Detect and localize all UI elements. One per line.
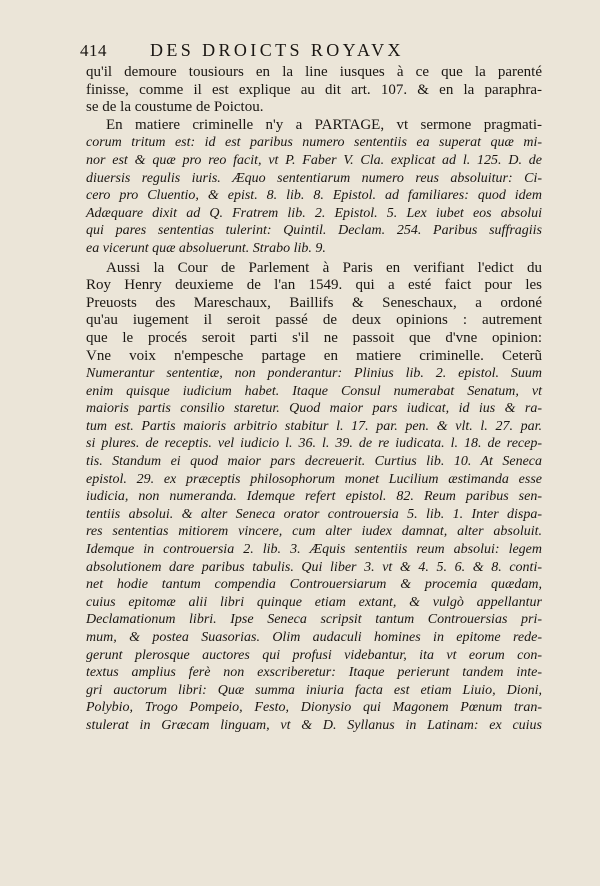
text-line: iudicia, non numeranda. Idemque refert epistol. 82. Reum paribus sen- [86, 489, 542, 505]
text-line: si plures. de receptis. vel iudicio l. 36. l. 39. de re iudicata. l. 18. de recep- [86, 436, 542, 452]
text-line: Preuosts des Mareschaux, Baillifs & Seneschaux, a ordoné [86, 294, 542, 311]
text-line: gerunt plerosque auctores qui profusi videbantur, ita vt eorum con- [86, 647, 542, 663]
running-title: DES DROICTS ROYAVX [150, 40, 404, 60]
paragraph [86, 64, 542, 117]
text-line: stulerat in Græcam linguam, vt & D. Syllanus in Latinam: ex cuius [86, 717, 542, 733]
text-line: En matiere criminelle n'y a PARTAGE, vt sermone pragmati- [106, 116, 542, 133]
text-line: diuersis regulis iuris. Æquo sententiarum numero reus absoluitur: Ci- [86, 170, 542, 186]
text-line: que le procés seroit parti s'il ne passoit que d'vne opinion: [86, 329, 542, 346]
paragraph [86, 260, 542, 735]
text-line: tis. Standum ei quod maior pars decreuerit. Curtius lib. 10. At Seneca [86, 454, 542, 470]
text-line: Roy Henry deuxieme de l'an 1549. qui a esté faict pour les [86, 277, 542, 294]
text-line: qui pares sententias tulerint: Quintil. Declam. 254. Paribus suffragiis [86, 223, 542, 239]
text-line: gri auctorum libri: Quæ summa iniuria facta est etiam Liuio, Dioni, [86, 682, 542, 698]
text-line: Adæquare dixit ad Q. Fratrem lib. 2. Epistol. 5. Lex iubet eos absolui [86, 205, 542, 221]
text-line: Polybio, Trogo Pompeio, Festo, Dionysio qui Magonem Pœnum tran- [86, 700, 542, 716]
text-line: ea vicerunt quæ absoluerunt. Strabo lib. 9. [86, 240, 326, 256]
text-line: mum, & postea Suasorias. Olim audaculi homines in epitome rede- [86, 630, 542, 645]
paragraph [86, 117, 542, 258]
text-line: epistol. 29. ex præceptis philosophorum monet Lucilium æstimanda esse [86, 471, 542, 487]
text-line: cero pro Cluentio, & epist. 8. lib. 8. Epistol. ad familiares: quod idem [86, 188, 542, 204]
body-text [86, 64, 542, 735]
text-line: enim quisque iudicium habet. Itaque Consul numerabat Senatum, vt [86, 383, 542, 399]
text-line: Declamationum libri. Ipse Seneca scripsit tantum Controuersias pri- [86, 612, 542, 628]
text-line: absolutionem dare paribus tabulis. Qui liber 3. vt & 4. 5. 6. & 8. conti- [86, 559, 542, 575]
text-line: textus amplius ferè non exscriberetur: Itaque perierunt tandem inte- [86, 665, 542, 681]
text-line: tum est. Partis maioris arbitrio stabitur l. 17. par. pen. & vlt. l. 27. par. [86, 418, 542, 434]
text-line: corum tritum est: id est paribus numero sententiis ea superat quæ mi- [86, 135, 542, 151]
text-line: res sententias mitiorem vincere, cum alter iudex damnat, alter absoluit. [86, 524, 542, 540]
text-line: qu'au iugement il seroit passé de deux opinions : autrement [86, 312, 542, 329]
text-line: Numerantur sententiæ, non ponderantur: Plinius lib. 2. epistol. Suum [86, 366, 542, 382]
text-line: qu'il demoure tousiours en la line iusques à ce que la parenté [86, 64, 542, 80]
text-line: maioris partis consilio staretur. Quod maior pars iudicat, id ius & ra- [86, 401, 542, 417]
text-line: Idemque in controuersia 2. lib. 3. Æquis sententiis reum absolui: legem [86, 542, 542, 558]
text-line: Aussi la Cour de Parlement à Paris en verifiant l'edict du [106, 259, 542, 276]
page-header [80, 40, 542, 62]
page-number: 414 [80, 41, 107, 60]
text-line: cuius epitomæ alii libri quinque etiam extant, & vulgò appellantur [86, 594, 542, 610]
text-line: tentiis absolui. & alter Seneca orator controuersia 5. lib. 1. Inter dispa- [86, 506, 542, 522]
text-line: net hodie tantum compendia Controuersiarum & procemia quædam, [86, 577, 542, 593]
text-line: se de la coustume de Poictou. [86, 99, 264, 116]
text-line: nor est & quæ pro reo facit, vt P. Faber V. Cla. explicat ad l. 125. D. de [86, 152, 542, 168]
text-line: Vne voix n'empesche partage en matiere criminelle. Ceterũ [86, 347, 542, 364]
text-line: finisse, comme il est explique au dit art. 107. & en la paraphra- [86, 81, 542, 98]
